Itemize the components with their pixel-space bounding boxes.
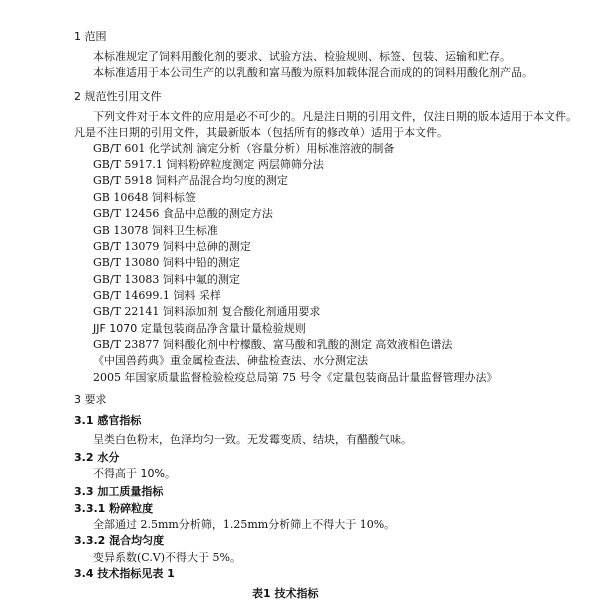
reference-item: 《中国兽药典》重金属检查法、砷盐检查法、水分测定法 — [93, 354, 368, 367]
reference-item: JJF 1070 定量包装商品净含量计量检验规则 — [93, 322, 306, 335]
reference-item: GB 13078 饲料卫生标准 — [93, 224, 218, 237]
reference-item: GB/T 601 化学试剂 滴定分析（容量分析）用标准溶液的制备 — [93, 142, 395, 155]
reference-item: GB/T 13079 饲料中总砷的测定 — [93, 240, 251, 253]
section-1-heading: 1 范围 — [74, 30, 107, 43]
reference-item: GB/T 13080 饲料中铅的测定 — [93, 256, 240, 269]
section-3-1-text: 呈类白色粉末，色泽均匀一致。无发霉变质、结块，有醋酸气味。 — [93, 433, 412, 446]
reference-item: GB/T 14699.1 饲料 采样 — [93, 289, 221, 302]
section-3-3-1-text: 全部通过 2.5mm分析筛，1.25mm分析筛上不得大于 10%。 — [93, 518, 396, 531]
section-2-intro-line-1: 下列文件对于本文件的应用是必不可少的。凡是注日期的引用文件，仅注日期的版本适用于本文件。 — [93, 110, 577, 123]
section-2-intro-line-2: 凡是不注日期的引用文件，其最新版本（包括所有的修改单）适用于本文件。 — [74, 126, 448, 139]
reference-item: GB/T 12456 食品中总酸的测定方法 — [93, 207, 273, 220]
reference-item: GB/T 5918 饲料产品混合均匀度的测定 — [93, 174, 288, 187]
section-1-paragraph-2: 本标准适用于本公司生产的以乳酸和富马酸为原料加载体混合而成的的饲料用酸化剂产品。 — [93, 66, 533, 79]
section-3-3-2-text: 变异系数(C.V)不得大于 5%。 — [93, 551, 241, 564]
section-3-3-1-heading: 3.3.1 粉碎粒度 — [74, 502, 154, 515]
section-3-1-heading: 3.1 感官指标 — [74, 414, 142, 427]
reference-item: GB/T 5917.1 饲料粉碎粒度测定 两层筛筛分法 — [93, 158, 324, 171]
section-3-3-heading: 3.3 加工质量指标 — [74, 485, 164, 498]
section-3-3-2-heading: 3.3.2 混合均匀度 — [74, 534, 165, 547]
section-3-2-text: 不得高于 10%。 — [93, 467, 176, 480]
section-1-paragraph-1: 本标准规定了饲料用酸化剂的要求、试验方法、检验规则、标签、包装、运输和贮存。 — [93, 50, 511, 63]
section-3-2-heading: 3.2 水分 — [74, 451, 120, 464]
section-3-4-heading: 3.4 技术指标见表 1 — [74, 567, 175, 580]
reference-item: GB/T 13083 饲料中氟的测定 — [93, 273, 240, 286]
section-2-heading: 2 规范性引用文件 — [74, 90, 162, 103]
table-caption: 表1 技术指标 — [252, 587, 319, 600]
reference-item: 2005 年国家质量监督检验检疫总局第 75 号令《定量包装商品计量监督管理办法》 — [93, 371, 498, 384]
reference-item: GB/T 22141 饲料添加剂 复合酸化剂通用要求 — [93, 305, 321, 318]
reference-item: GB 10648 饲料标签 — [93, 191, 196, 204]
reference-item: GB/T 23877 饲料酸化剂中柠檬酸、富马酸和乳酸的测定 高效液相色谱法 — [93, 338, 453, 351]
section-3-heading: 3 要求 — [74, 393, 107, 406]
